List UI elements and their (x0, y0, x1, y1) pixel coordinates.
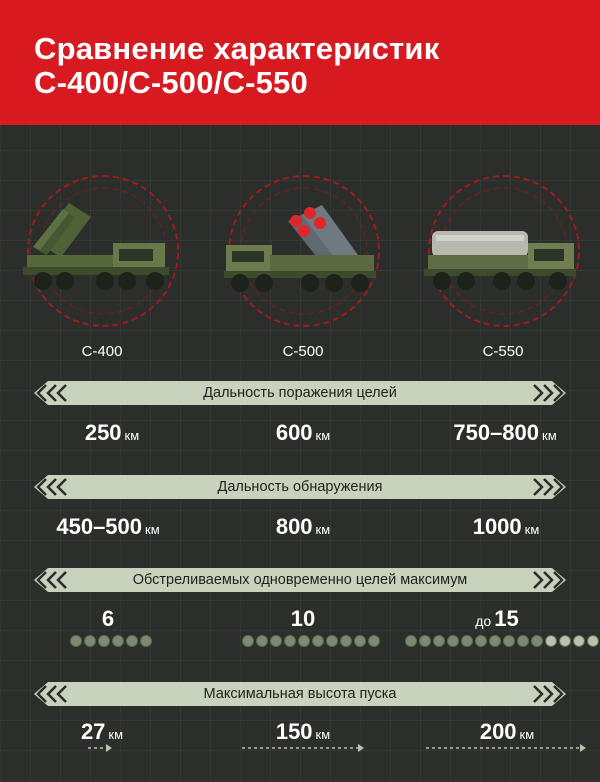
target-dot (475, 635, 487, 647)
target-dot (545, 635, 557, 647)
altitude-arrow-s400 (88, 744, 112, 752)
value-s500-altitude: 150 км (275, 719, 331, 744)
target-dot (559, 635, 571, 647)
target-dot (405, 635, 417, 647)
title-line-2: С-400/С-500/С-550 (34, 65, 308, 100)
s550-launcher-vehicle-icon (410, 195, 596, 305)
band-label: Максимальная высота пуска (203, 686, 397, 702)
target-dot (242, 635, 254, 647)
target-dot (368, 635, 380, 647)
value-s500-detection-range: 800 км (275, 514, 331, 539)
title-line-1: Сравнение характеристик (34, 31, 440, 66)
target-dot (256, 635, 268, 647)
value-s550-altitude: 200 км (479, 719, 535, 744)
target-dot (531, 635, 543, 647)
value-s400-altitude: 27 км (80, 719, 124, 744)
band-kill-range (34, 381, 566, 405)
target-dot (312, 635, 324, 647)
system-label: С-400 (81, 343, 123, 360)
target-dot (503, 635, 515, 647)
target-dot (573, 635, 585, 647)
target-dot (112, 635, 124, 647)
target-dots-s550 (405, 635, 600, 647)
system-s550 (418, 175, 588, 375)
target-dot (326, 635, 338, 647)
target-dot (340, 635, 352, 647)
value-s550-kill-range: 750–800 км (453, 420, 557, 445)
target-dot (140, 635, 152, 647)
value-s400-targets: 6 (101, 606, 115, 631)
target-dot (489, 635, 501, 647)
target-dot (84, 635, 96, 647)
target-dot (70, 635, 82, 647)
system-label: С-550 (482, 343, 524, 360)
target-dot (419, 635, 431, 647)
system-s500 (218, 175, 388, 375)
band-label: Дальность обнаружения (217, 479, 383, 495)
band-detection-range (34, 475, 566, 499)
s500-launcher-vehicle-icon (210, 195, 396, 305)
value-s500-kill-range: 600 км (275, 420, 331, 445)
value-s550-detection-range: 1000 км (472, 514, 540, 539)
band-label: Обстреливаемых одновременно целей максимум (132, 572, 468, 588)
header-banner (0, 0, 600, 125)
target-dot (298, 635, 310, 647)
target-dot (98, 635, 110, 647)
altitude-arrow-s500 (242, 744, 364, 752)
page-title (34, 32, 439, 100)
target-dot (447, 635, 459, 647)
target-dot (433, 635, 445, 647)
target-dot (270, 635, 282, 647)
band-label: Дальность поражения целей (203, 385, 397, 401)
system-s400 (17, 175, 187, 375)
target-dot (461, 635, 473, 647)
value-s400-kill-range: 250 км (84, 420, 140, 445)
value-s550-targets: до 15 (475, 606, 519, 631)
band-max-launch-altitude (34, 682, 566, 706)
value-s400-detection-range: 450–500 км (56, 514, 160, 539)
target-dots-s400 (70, 635, 152, 647)
target-dot (284, 635, 296, 647)
target-dots-s500 (242, 635, 380, 647)
target-dot (517, 635, 529, 647)
target-dot (587, 635, 599, 647)
s400-launcher-vehicle-icon (9, 195, 195, 305)
value-s500-targets: 10 (290, 606, 316, 631)
target-dot (126, 635, 138, 647)
altitude-arrow-s550 (426, 744, 586, 752)
band-simultaneous-targets (34, 568, 566, 592)
system-label: С-500 (282, 343, 324, 360)
target-dot (354, 635, 366, 647)
